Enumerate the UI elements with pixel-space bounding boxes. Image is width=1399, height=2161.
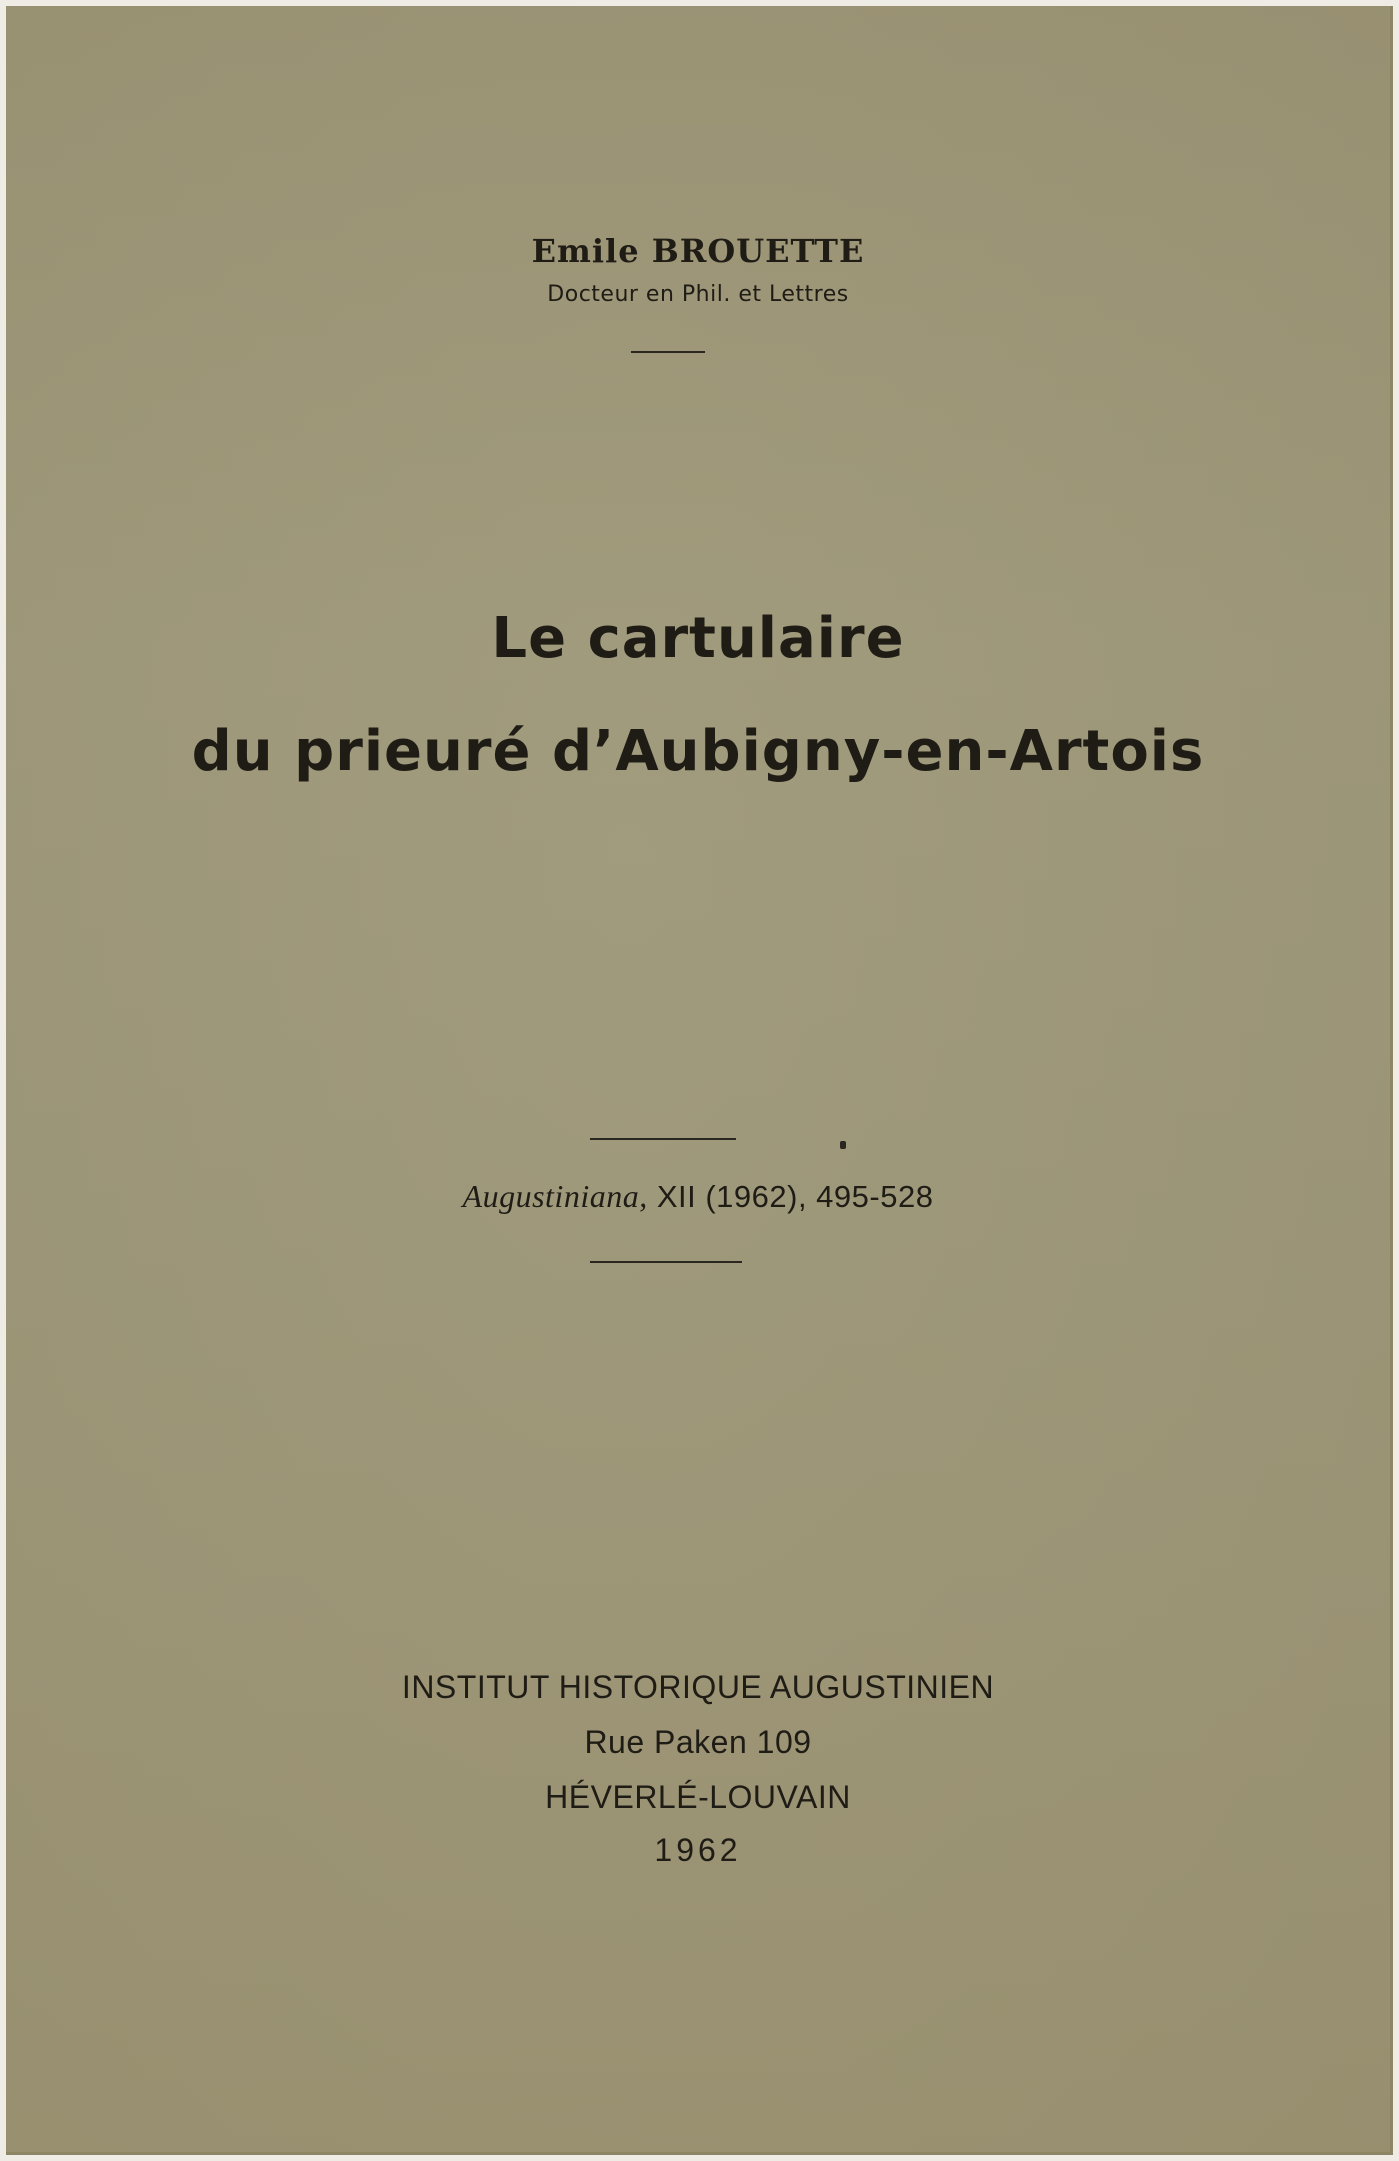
author-name: Emile BROUETTE xyxy=(531,232,865,270)
author-degree: Docteur en Phil. et Lettres xyxy=(547,282,849,307)
title-line-2: du prieuré d’Aubigny-en-Artois xyxy=(191,719,1205,784)
citation xyxy=(6,1178,1390,1215)
publisher-address: Rue Paken 109 xyxy=(584,1724,812,1760)
book-cover xyxy=(6,6,1393,2155)
citation-details: XII (1962), 495-528 xyxy=(656,1179,934,1214)
divider-citation-bottom xyxy=(590,1261,742,1263)
divider-citation-top xyxy=(590,1138,736,1140)
ink-dot xyxy=(840,1141,846,1149)
publication-year: 1962 xyxy=(654,1832,742,1868)
title-line-1: Le cartulaire xyxy=(491,606,905,671)
publisher-name: INSTITUT HISTORIQUE AUGUSTINIEN xyxy=(401,1669,995,1705)
publisher-city: HÉVERLÉ-LOUVAIN xyxy=(545,1779,851,1815)
journal-name: Augustiniana, xyxy=(462,1178,648,1214)
divider-top xyxy=(631,351,705,353)
